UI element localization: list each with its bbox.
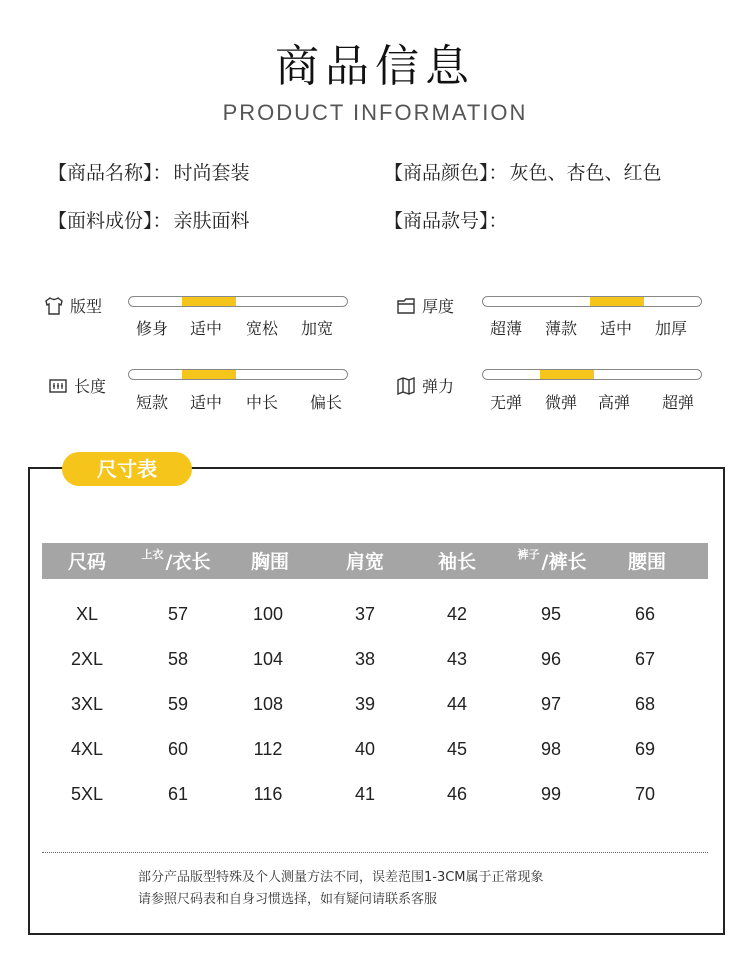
table-cell: 42 — [446, 604, 468, 624]
attr-fit-label: 版型 — [44, 294, 102, 317]
shirt-icon — [44, 296, 64, 316]
table-cell: 40 — [354, 739, 376, 759]
table-cell: 67 — [634, 649, 656, 669]
table-cell: 96 — [540, 649, 562, 669]
note-line: 部分产品版型特殊及个人测量方法不同，误差范围1-3CM属于正常现象 — [138, 870, 544, 885]
column-header-chest: 胸围 — [250, 551, 289, 573]
table-cell: 68 — [634, 694, 656, 714]
attr-length-option: 偏长 — [310, 393, 343, 412]
attr-fit-option: 适中 — [190, 319, 223, 338]
ruler-icon — [48, 376, 68, 396]
info-value: 灰色、杏色、红色 — [509, 162, 662, 184]
column-header-size: 尺码 — [67, 551, 106, 573]
table-cell: 39 — [354, 694, 376, 714]
folder-icon — [396, 296, 416, 316]
info-style-number — [384, 206, 510, 233]
table-cell: 37 — [354, 604, 376, 624]
attr-length-level — [182, 370, 236, 379]
table-cell: 61 — [167, 784, 189, 804]
divider — [42, 852, 708, 853]
table-cell: 70 — [634, 784, 656, 804]
attr-elasticity-option: 超弹 — [662, 393, 695, 412]
page-subtitle: PRODUCT INFORMATION — [222, 100, 528, 125]
table-cell: 38 — [354, 649, 376, 669]
attr-length-label: 长度 — [48, 374, 106, 397]
column-header-top-length: $^{上衣}$ /衣长 — [141, 548, 211, 573]
table-cell: 99 — [540, 784, 562, 804]
attr-elasticity-scale — [482, 369, 702, 380]
attr-length-option: 适中 — [190, 393, 223, 412]
attr-length-option: 中长 — [246, 393, 279, 412]
table-cell: 4XL — [70, 739, 104, 759]
attr-thickness-scale — [482, 296, 702, 307]
size-chart-tag: 尺寸表 — [62, 452, 192, 486]
table-cell: 59 — [167, 694, 189, 714]
table-cell: 108 — [252, 694, 284, 714]
info-label: 【商品名称】： — [48, 162, 172, 184]
info-label: 【商品款号】： — [384, 210, 508, 232]
attr-thickness-label: 厚度 — [396, 294, 454, 317]
table-cell: XL — [75, 604, 99, 624]
size-table-header — [42, 543, 708, 579]
map-icon — [396, 376, 416, 396]
column-header-pants-length: $^{裤子}$ /裤长 — [517, 548, 587, 573]
table-cell: 100 — [252, 604, 284, 624]
info-product-name — [48, 158, 250, 185]
table-cell: 3XL — [70, 694, 104, 714]
attr-elasticity-option: 无弹 — [490, 393, 523, 412]
attr-elasticity-option: 高弹 — [598, 393, 631, 412]
table-cell: 112 — [253, 739, 283, 759]
page-title: 商品信息 — [275, 41, 475, 92]
attr-elasticity-option: 微弹 — [545, 393, 578, 412]
attr-elasticity-level — [540, 370, 594, 379]
attr-fit-option: 修身 — [136, 319, 169, 338]
attr-fit-option: 加宽 — [301, 319, 334, 338]
table-cell: 104 — [252, 649, 284, 669]
attr-elasticity-label: 弹力 — [396, 374, 454, 397]
attr-fit-option: 宽松 — [246, 319, 279, 338]
table-cell: 95 — [540, 604, 562, 624]
note-line: 请参照尺码表和自身习惯选择，如有疑问请联系客服 — [138, 892, 438, 907]
table-cell: 60 — [167, 739, 189, 759]
column-header-waist: 腰围 — [627, 551, 666, 573]
table-cell: 41 — [354, 784, 376, 804]
attr-fit-scale — [128, 296, 348, 307]
column-header-sleeve: 袖长 — [437, 551, 476, 573]
table-cell: 116 — [253, 784, 283, 804]
table-cell: 57 — [167, 604, 189, 624]
info-value: 亲肤面料 — [173, 210, 250, 232]
attr-length-option: 短款 — [136, 393, 169, 412]
attr-thickness-level — [590, 297, 644, 306]
attr-fit-level — [182, 297, 236, 306]
info-value: 时尚套装 — [173, 162, 250, 184]
info-fabric — [48, 206, 250, 233]
attr-thickness-option: 薄款 — [545, 319, 578, 338]
table-cell: 58 — [167, 649, 189, 669]
attr-thickness-option: 超薄 — [490, 319, 523, 338]
attr-thickness-option: 适中 — [600, 319, 633, 338]
table-cell: 46 — [446, 784, 468, 804]
column-header-shoulder: 肩宽 — [345, 551, 384, 573]
table-cell: 98 — [540, 739, 562, 759]
table-cell: 2XL — [70, 649, 104, 669]
info-label: 【面料成份】： — [48, 210, 172, 232]
table-cell: 69 — [634, 739, 656, 759]
table-cell: 43 — [446, 649, 468, 669]
attr-length-scale — [128, 369, 348, 380]
attr-thickness-option: 加厚 — [655, 319, 688, 338]
table-cell: 5XL — [70, 784, 104, 804]
info-label: 【商品颜色】： — [384, 162, 508, 184]
table-cell: 97 — [540, 694, 562, 714]
table-cell: 45 — [446, 739, 468, 759]
table-cell: 66 — [634, 604, 656, 624]
info-product-color — [384, 158, 662, 185]
table-cell: 44 — [446, 694, 468, 714]
